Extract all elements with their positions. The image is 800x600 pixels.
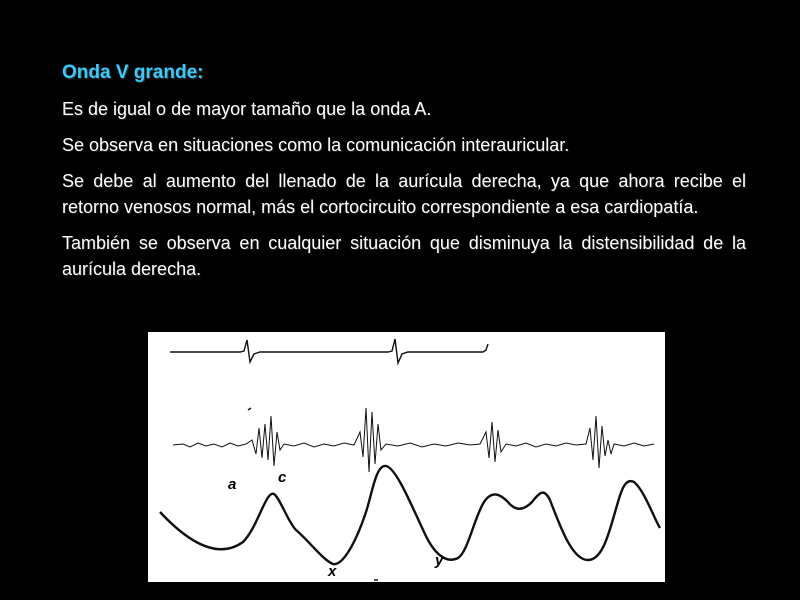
slide-title: Onda V grande: [62, 62, 204, 83]
jugular-venous-pulse-figure [148, 332, 665, 582]
label-a: a [228, 476, 237, 493]
tick-mark-1 [248, 408, 251, 410]
phonocardiogram-trace [173, 408, 654, 472]
label-c: c [278, 469, 287, 486]
paragraph-2: Se observa en situaciones como la comunicación interauricular. [62, 135, 570, 155]
paragraph-3: Se debe al aumento del llenado de la aurícula derecha, ya que ahora recibe el retorno venosos normal, más el cortocircuito correspondiente a esa cardiopatía. [62, 171, 746, 217]
tracing-svg [148, 332, 665, 582]
slide-content [62, 60, 746, 292]
paragraph-1: Es de igual o de mayor tamaño que la onda A. [62, 99, 432, 119]
paragraph-4: También se observa en cualquier situación que disminuya la distensibilidad de la aurícula derecha. [62, 233, 746, 279]
label-x: x [328, 563, 337, 580]
label-y: y [435, 552, 444, 569]
ecg-trace [170, 339, 488, 363]
